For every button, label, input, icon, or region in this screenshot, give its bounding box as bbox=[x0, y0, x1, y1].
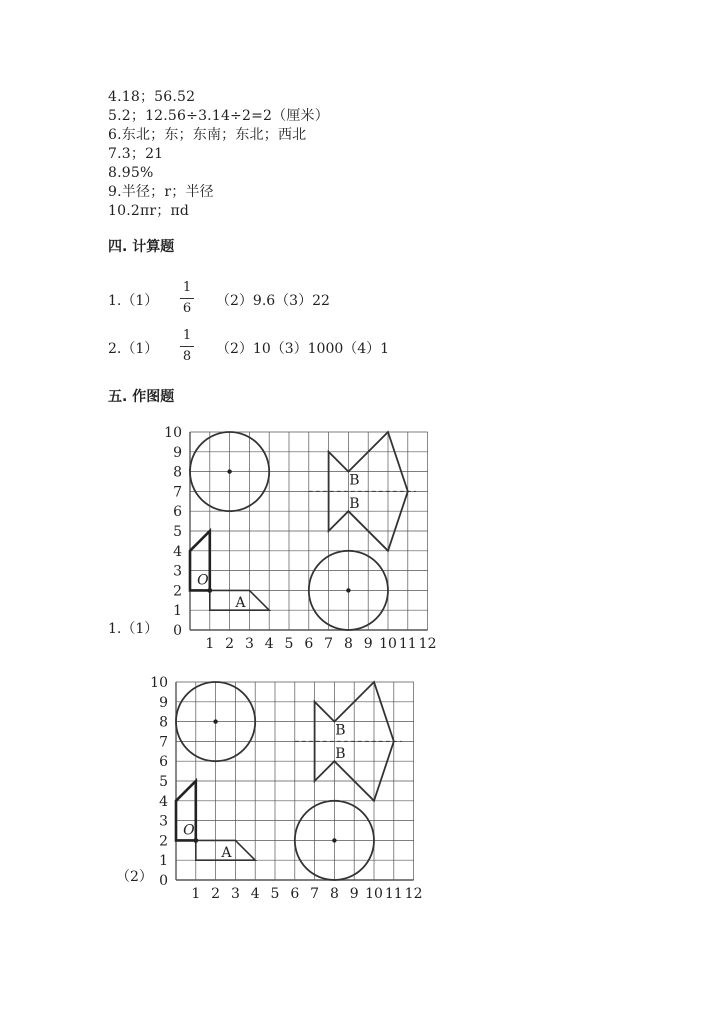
y-tick-label: 9 bbox=[173, 444, 182, 461]
shape-b-label: B bbox=[335, 746, 346, 763]
calc-item-rest: （2）10（3）1000（4）1 bbox=[216, 341, 390, 357]
circle-bottom-center bbox=[332, 838, 336, 842]
x-tick-label: 10 bbox=[379, 636, 397, 652]
x-tick-label: 3 bbox=[244, 636, 254, 652]
fraction-numerator: 1 bbox=[182, 280, 192, 295]
answer-line-10: 10.2πr；πd bbox=[108, 203, 190, 219]
circle-top-center bbox=[227, 469, 231, 473]
x-tick-label: 2 bbox=[225, 636, 235, 652]
section-title-calculation: 四. 计算题 bbox=[108, 239, 175, 255]
y-tick-label: 5 bbox=[173, 524, 182, 540]
answer-line-5: 5.2；12.56÷3.14÷2=2（厘米） bbox=[108, 108, 329, 124]
figure-label-2: （2） bbox=[116, 869, 153, 885]
x-tick-label: 7 bbox=[310, 886, 320, 902]
answer-line-7: 7.3；21 bbox=[108, 146, 164, 162]
figure-label-1: 1.（1） bbox=[108, 621, 159, 637]
y-tick-label: 1 bbox=[173, 603, 182, 620]
shape-a-label: A bbox=[221, 845, 232, 862]
x-tick-label: 11 bbox=[384, 886, 403, 902]
y-tick-label: 0 bbox=[173, 623, 182, 639]
circle-top-center bbox=[213, 719, 217, 723]
coordinate-grid-figure-2 bbox=[136, 670, 436, 902]
x-tick-label: 5 bbox=[270, 886, 280, 902]
fraction-numerator: 1 bbox=[182, 328, 192, 343]
y-tick-label: 6 bbox=[173, 504, 182, 521]
x-tick-label: 11 bbox=[398, 636, 417, 652]
x-tick-label: 9 bbox=[363, 636, 373, 652]
answer-line-9: 9.半径；r；半径 bbox=[108, 184, 214, 200]
point-o-label: O bbox=[197, 572, 209, 589]
fraction bbox=[180, 328, 194, 365]
y-tick-label: 3 bbox=[159, 813, 168, 830]
answer-line-4: 4.18；56.52 bbox=[108, 89, 196, 105]
x-tick-label: 3 bbox=[230, 886, 240, 902]
y-tick-label: 0 bbox=[159, 873, 168, 889]
y-tick-label: 10 bbox=[150, 675, 168, 691]
x-tick-label: 8 bbox=[329, 886, 339, 902]
shape-b-label: B bbox=[349, 472, 360, 489]
y-tick-label: 2 bbox=[173, 583, 182, 600]
x-tick-label: 12 bbox=[404, 886, 423, 902]
calc-item-rest: （2）9.6（3）22 bbox=[216, 293, 330, 309]
x-tick-label: 10 bbox=[365, 886, 383, 902]
y-tick-label: 6 bbox=[159, 754, 168, 771]
coordinate-grid-figure-1 bbox=[150, 420, 450, 652]
y-tick-label: 8 bbox=[173, 464, 182, 481]
x-tick-label: 6 bbox=[290, 886, 300, 902]
fraction-bar bbox=[180, 346, 194, 347]
x-tick-label: 2 bbox=[211, 886, 221, 902]
x-tick-label: 4 bbox=[250, 886, 260, 902]
y-tick-label: 1 bbox=[159, 853, 168, 870]
fraction-denominator: 8 bbox=[182, 349, 192, 364]
y-tick-label: 4 bbox=[159, 793, 168, 810]
y-tick-label: 2 bbox=[159, 833, 168, 850]
x-tick-label: 12 bbox=[418, 636, 437, 652]
x-tick-label: 9 bbox=[349, 886, 359, 902]
fraction bbox=[180, 280, 194, 317]
x-tick-label: 1 bbox=[205, 636, 215, 652]
fraction-denominator: 6 bbox=[182, 301, 192, 316]
y-tick-label: 4 bbox=[173, 543, 182, 560]
y-tick-label: 7 bbox=[159, 734, 168, 751]
x-tick-label: 5 bbox=[284, 636, 294, 652]
x-tick-label: 4 bbox=[264, 636, 274, 652]
shape-a-label: A bbox=[235, 595, 246, 612]
y-tick-label: 3 bbox=[173, 563, 182, 580]
y-tick-label: 8 bbox=[159, 714, 168, 731]
section-title-drawing: 五. 作图题 bbox=[108, 389, 175, 405]
y-tick-label: 7 bbox=[173, 484, 182, 501]
point-o-label: O bbox=[183, 822, 195, 839]
x-tick-label: 8 bbox=[343, 636, 353, 652]
point-o bbox=[207, 588, 212, 593]
circle-bottom-center bbox=[346, 588, 350, 592]
y-tick-label: 10 bbox=[164, 425, 182, 441]
x-tick-label: 6 bbox=[304, 636, 314, 652]
y-tick-label: 9 bbox=[159, 694, 168, 711]
shape-b-label: B bbox=[349, 496, 360, 513]
calc-item-label: 1.（1） bbox=[108, 293, 159, 309]
fraction-bar bbox=[180, 298, 194, 299]
answer-line-6: 6.东北；东；东南；东北；西北 bbox=[108, 127, 307, 143]
shape-b-label: B bbox=[335, 722, 346, 739]
x-tick-label: 7 bbox=[324, 636, 334, 652]
calc-item-label: 2.（1） bbox=[108, 341, 159, 357]
x-tick-label: 1 bbox=[191, 886, 201, 902]
y-tick-label: 5 bbox=[159, 774, 168, 790]
answer-line-8: 8.95% bbox=[108, 165, 154, 181]
point-o bbox=[193, 838, 198, 843]
